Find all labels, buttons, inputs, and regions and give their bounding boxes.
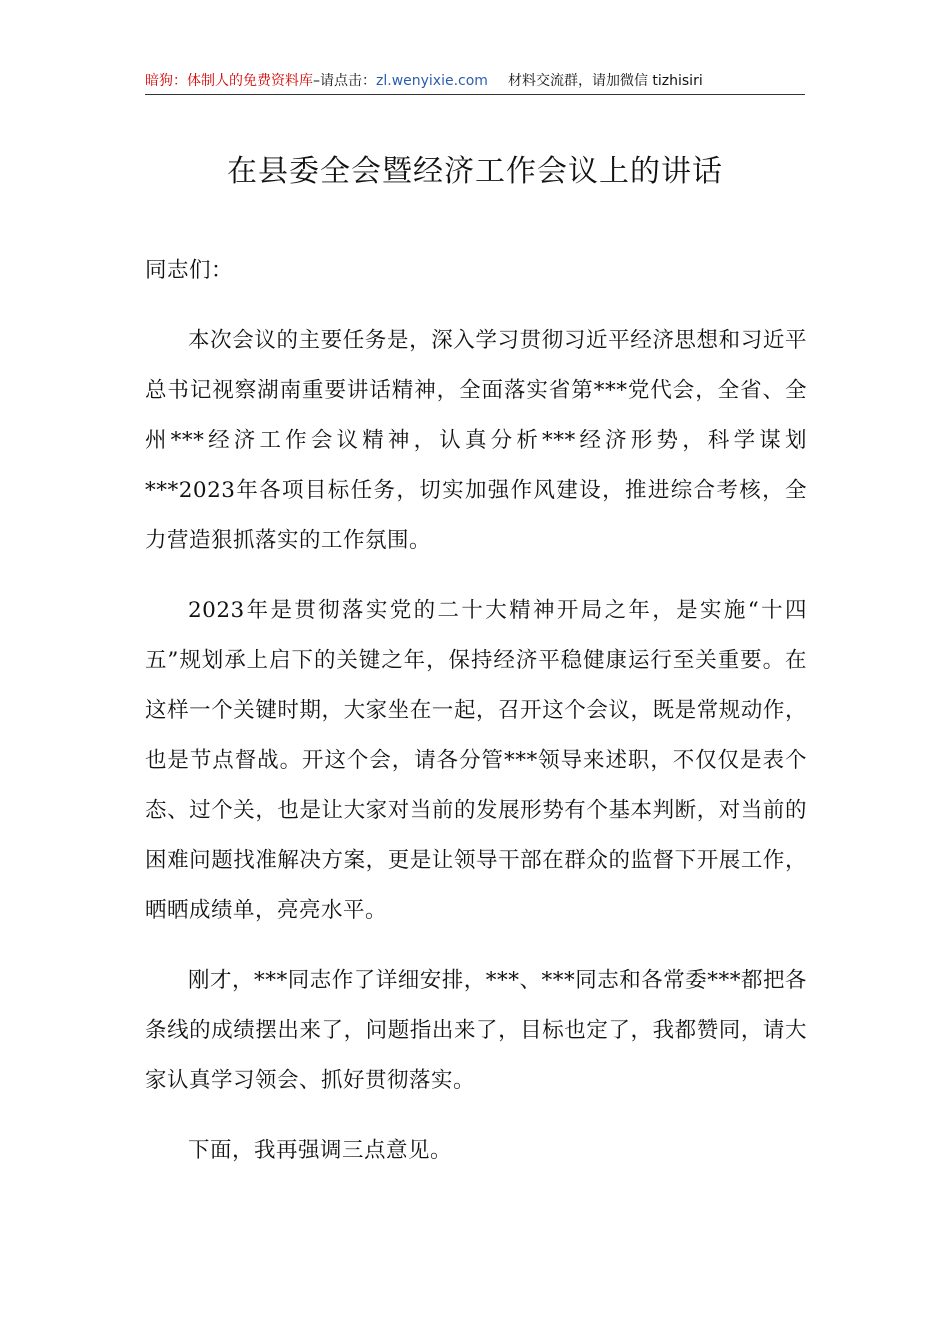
header-banner xyxy=(145,68,805,95)
document-title: 在县委全会暨经济工作会议上的讲话 xyxy=(227,154,723,189)
header-url-link[interactable]: zl.wenyixie.com xyxy=(376,73,488,89)
document-body xyxy=(145,246,807,1176)
header-contact: 材料交流群，请加微信 tizhisiri xyxy=(507,73,703,89)
salutation: 同志们： xyxy=(145,258,234,283)
paragraph-4: 下面，我再强调三点意见。 xyxy=(188,1138,453,1163)
paragraph-3: 刚才，***同志作了详细安排，***、***同志和各常委***都把各条线的成绩摆出来了，问题指出来了，目标也定了，我都赞同，请大家认真学习领会、抓好贯彻落实。 xyxy=(145,968,808,1093)
header-prompt: –请点击： xyxy=(313,73,376,89)
header-brand: 暗狗：体制人的免费资料库 xyxy=(145,73,313,89)
paragraph-2: 2023年是贯彻落实党的二十大精神开局之年，是实施“十四五”规划承上启下的关键之年，保持经济平稳健康运行至关重要。在这样一个关键时期，大家坐在一起，召开这个会议，既是常规动作，也是节点督战。开这个会，请各分管***领导来述职，不仅仅是表个态、过个关，也是让大家对当前的发展形势有个基本判断，对当前的困难问题找准解决方案，更是让领导干部在群众的监督下开展工作，晒晒成绩单，亮亮水平。 xyxy=(145,598,807,923)
paragraph-1: 本次会议的主要任务是，深入学习贯彻习近平经济思想和习近平总书记视察湖南重要讲话精神，全面落实省第***党代会，全省、全州***经济工作会议精神，认真分析***经济形势，科学谋划***2023年各项目标任务，切实加强作风建设，推进综合考核，全力营造狠抓落实的工作氛围。 xyxy=(145,328,807,553)
